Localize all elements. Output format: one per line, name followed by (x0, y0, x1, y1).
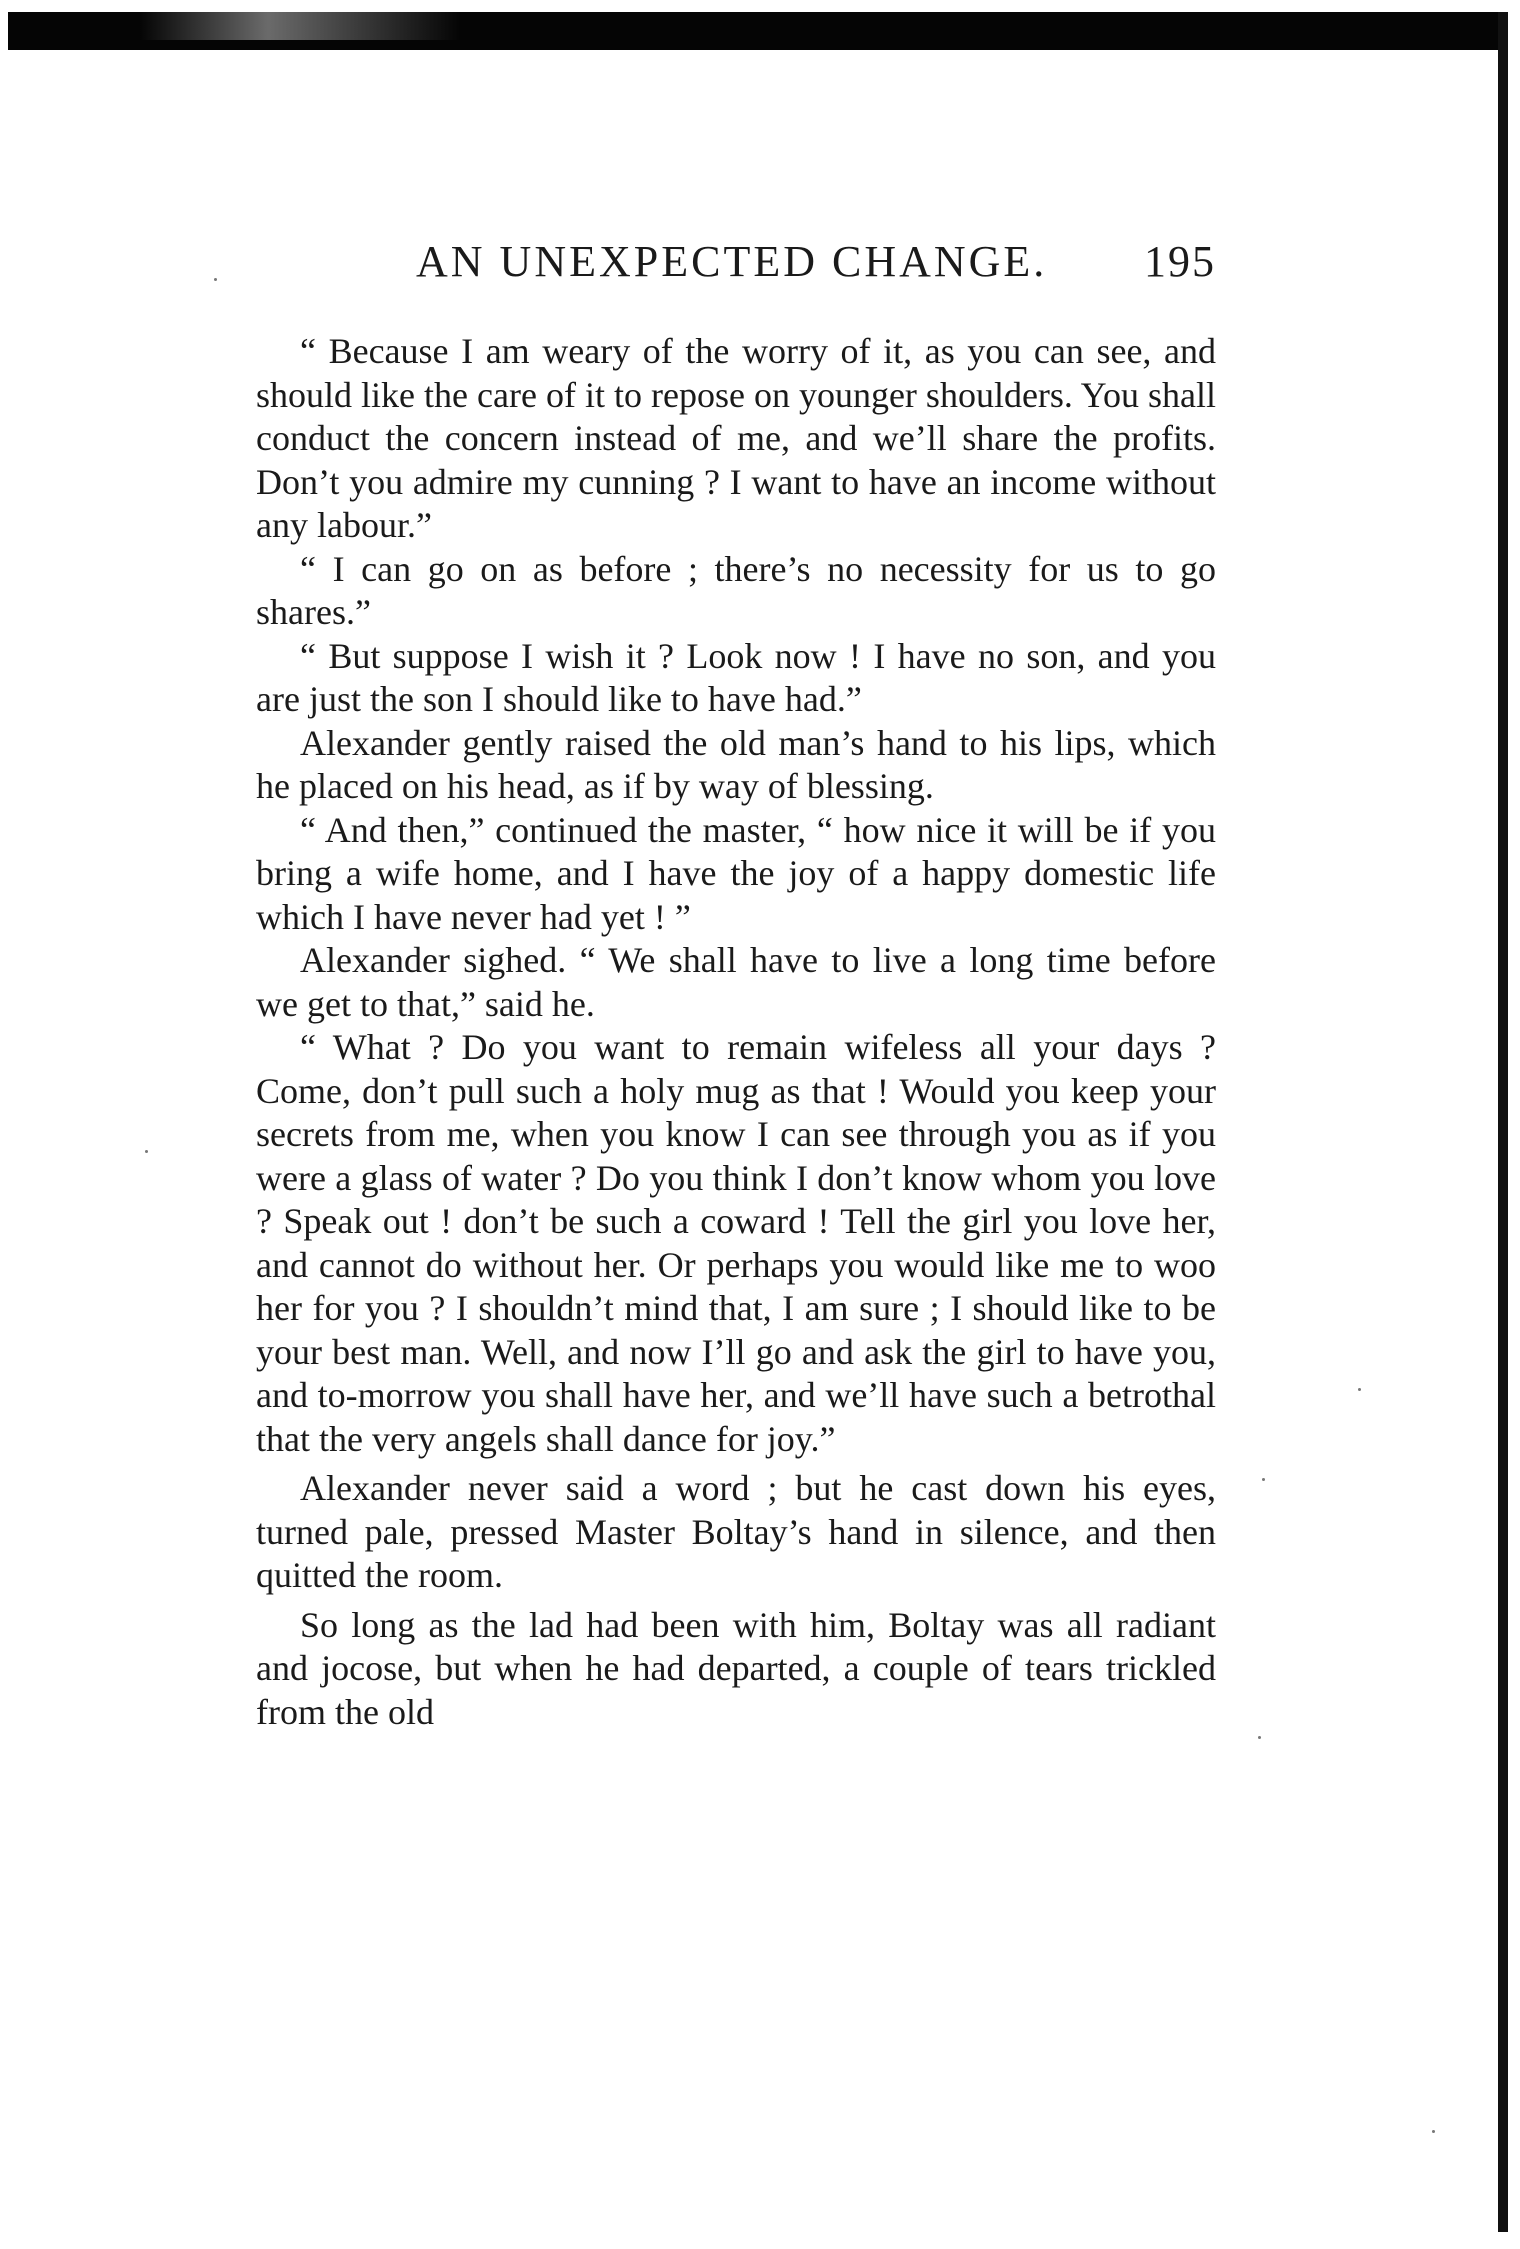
paragraph: “ What ? Do you want to remain wifeless all your days ? Come, don’t pull such a holy mug as that ! Would you keep your secrets from me, when you know I can see through you as if you were a glass of water ? Do you think I don’t know whom you love ? Speak out ! don’t be such a coward ! Tell the girl you love her, and cannot do without her. Or perhaps you would like me to woo her for you ? I shouldn’t mind that, I am sure ; I should like to be your best man. Well, and now I’ll go and ask the girl to have you, and to-morrow you shall have her, and we’ll have such a betrothal that the very angels shall dance for joy.” (256, 1027, 1216, 1459)
paragraph: “ I can go on as before ; there’s no necessity for us to go shares.” (256, 548, 1216, 632)
paragraph: Alexander never said a word ; but he cast down his eyes, turned pale, pressed Master Boltay’s hand in silence, and then quitted the room. (256, 1468, 1216, 1595)
scan-speck (145, 1150, 148, 1153)
paragraph: “ Because I am weary of the worry of it, as you can see, and should like the care of it to repose on younger shoulders. You shall conduct the concern instead of me, and we’ll share the profits. Don’t you admire my cunning ? I want to have an income without any labour.” (256, 331, 1216, 545)
scan-border-right (1498, 12, 1508, 2232)
page-number: 195 (1144, 237, 1216, 286)
scan-border-fade (140, 12, 460, 40)
paragraph: So long as the lad had been with him, Boltay was all radiant and jocose, but when he had departed, a couple of tears trickled from the old (256, 1604, 1216, 1732)
paragraph: Alexander gently raised the old man’s hand to his lips, which he placed on his head, as if by way of blessing. (256, 722, 1216, 806)
paragraph: Alexander sighed. “ We shall have to live a long time before we get to that,” said he. (256, 940, 1216, 1024)
paragraph: “ And then,” continued the master, “ how nice it will be if you bring a wife home, and I have the joy of a happy domestic life which I have never had yet ! ” (256, 809, 1216, 937)
scan-speck (1358, 1388, 1361, 1391)
paragraph: “ But suppose I wish it ? Look now ! I have no son, and you are just the son I should like to have had.” (256, 635, 1216, 719)
scan-speck (1432, 2130, 1435, 2133)
body-text (256, 330, 1216, 1734)
running-head (256, 232, 1216, 292)
scan-speck (1262, 1478, 1265, 1481)
scan-speck (214, 278, 217, 281)
scan-speck (1258, 1736, 1261, 1739)
chapter-title: AN UNEXPECTED CHANGE. (416, 237, 1048, 286)
